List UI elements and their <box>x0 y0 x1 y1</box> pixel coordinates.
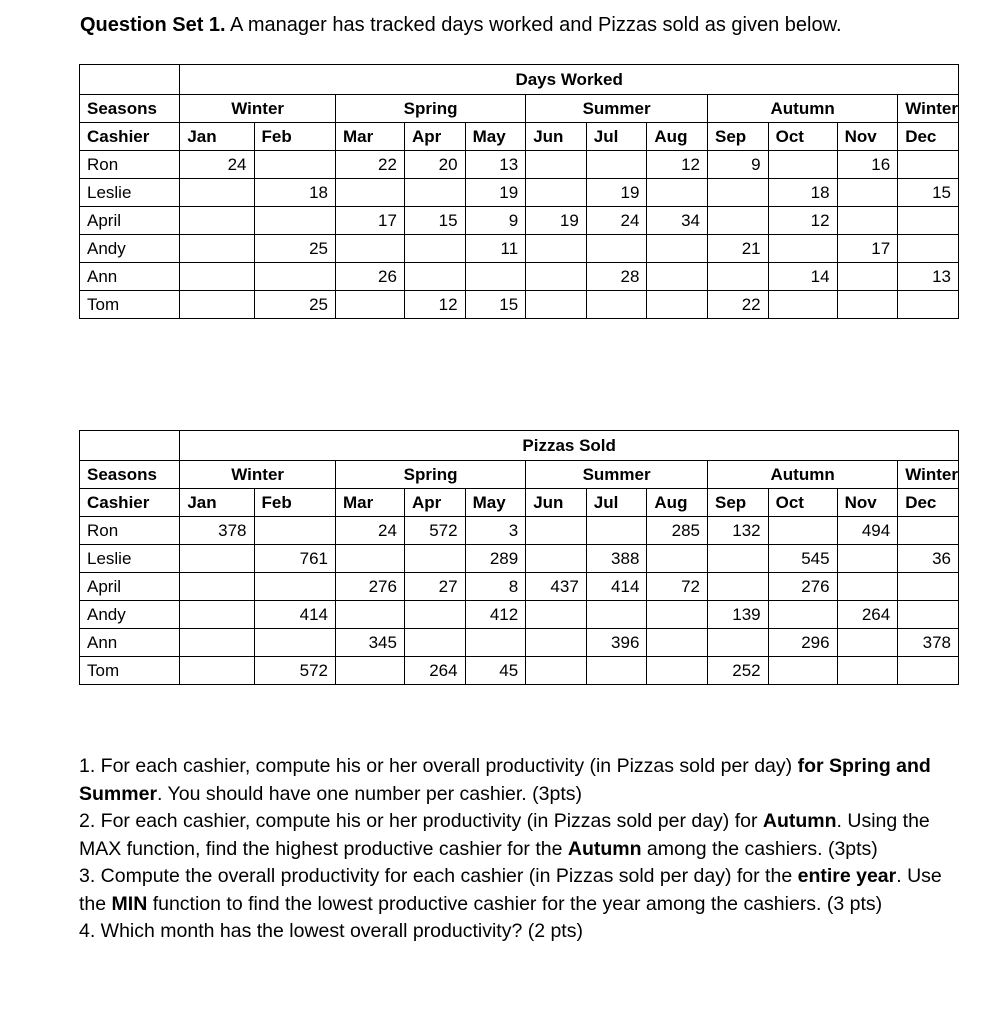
days-value-cell <box>336 291 405 319</box>
days-value-cell: 18 <box>254 179 336 207</box>
pizzas-value-cell <box>837 573 898 601</box>
days-value-cell <box>254 263 336 291</box>
pizzas-cashier-name: April <box>80 573 180 601</box>
pizzas-month-header: Feb <box>254 489 336 517</box>
table-row <box>80 573 959 601</box>
pizzas-value-cell <box>647 629 708 657</box>
question-text: 4. Which month has the lowest overall productivity? (2 pts) <box>79 920 583 942</box>
days-value-cell <box>526 291 587 319</box>
question-text: MIN <box>111 892 148 915</box>
pizzas-value-cell: 388 <box>586 545 647 573</box>
days-value-cell <box>180 263 254 291</box>
pizzas-value-cell <box>180 601 254 629</box>
question-text: 1. For each cashier, compute his or her overall productivity (in Pizzas sold per day) <box>79 755 798 777</box>
days-value-cell <box>837 263 898 291</box>
days-value-cell: 20 <box>404 151 465 179</box>
days-value-cell: 25 <box>254 235 336 263</box>
days-seasons-row <box>80 95 959 123</box>
days-table-title: Days Worked <box>180 65 959 95</box>
pizzas-value-cell <box>404 629 465 657</box>
days-month-header: Nov <box>837 123 898 151</box>
days-value-cell <box>404 235 465 263</box>
days-value-cell: 11 <box>465 235 526 263</box>
days-value-cell <box>768 151 837 179</box>
pizzas-value-cell: 761 <box>254 545 336 573</box>
days-value-cell <box>898 235 959 263</box>
pizzas-value-cell: 72 <box>647 573 708 601</box>
pizzas-value-cell <box>647 601 708 629</box>
table-row <box>80 179 959 207</box>
pizzas-value-cell: 27 <box>404 573 465 601</box>
days-value-cell <box>254 151 336 179</box>
days-value-cell <box>586 235 647 263</box>
days-value-cell <box>526 235 587 263</box>
pizzas-value-cell: 494 <box>837 517 898 545</box>
days-value-cell: 24 <box>586 207 647 235</box>
question-text: for Spring and Summer <box>79 755 931 805</box>
question-text: 3. Compute the overall productivity for each cashier (in Pizzas sold per day) for the <box>79 865 798 887</box>
pizzas-value-cell <box>526 601 587 629</box>
pizzas-value-cell <box>254 517 336 545</box>
days-cashier-name: Tom <box>80 291 180 319</box>
days-cashier-name: Ann <box>80 263 180 291</box>
pizzas-month-header: Sep <box>708 489 769 517</box>
days-value-cell: 28 <box>586 263 647 291</box>
days-value-cell: 18 <box>768 179 837 207</box>
pizzas-value-cell: 264 <box>404 657 465 685</box>
pizzas-value-cell: 276 <box>768 573 837 601</box>
days-cashier-name: April <box>80 207 180 235</box>
question-text: Autumn <box>567 837 642 860</box>
days-value-cell <box>898 291 959 319</box>
days-month-header: Sep <box>708 123 769 151</box>
pizzas-value-cell: 285 <box>647 517 708 545</box>
days-value-cell <box>647 179 708 207</box>
days-value-cell: 25 <box>254 291 336 319</box>
pizzas-season-header: Spring <box>336 461 526 489</box>
days-month-header: May <box>465 123 526 151</box>
pizzas-value-cell <box>180 545 254 573</box>
days-value-cell <box>647 235 708 263</box>
pizzas-value-cell <box>898 573 959 601</box>
pizzas-value-cell: 252 <box>708 657 769 685</box>
pizzas-cashier-name: Leslie <box>80 545 180 573</box>
days-season-header: Autumn <box>708 95 898 123</box>
pizzas-month-header: Oct <box>768 489 837 517</box>
days-value-cell <box>180 179 254 207</box>
pizzas-month-header: Jul <box>586 489 647 517</box>
days-value-cell: 24 <box>180 151 254 179</box>
pizzas-value-cell: 572 <box>254 657 336 685</box>
days-month-header: Aug <box>647 123 708 151</box>
days-value-cell: 15 <box>898 179 959 207</box>
pizzas-month-header: Nov <box>837 489 898 517</box>
pizzas-value-cell <box>898 657 959 685</box>
pizzas-months-row <box>80 489 959 517</box>
table-row <box>80 263 959 291</box>
days-value-cell: 12 <box>768 207 837 235</box>
days-month-header: Jun <box>526 123 587 151</box>
pizzas-value-cell <box>708 545 769 573</box>
days-value-cell <box>404 263 465 291</box>
pizzas-value-cell: 296 <box>768 629 837 657</box>
days-value-cell <box>837 291 898 319</box>
pizzas-value-cell <box>708 573 769 601</box>
days-value-cell: 13 <box>465 151 526 179</box>
pizzas-value-cell <box>526 545 587 573</box>
question-text: entire year <box>797 865 897 887</box>
pizzas-value-cell <box>526 629 587 657</box>
question-text: . You should have one number per cashier. (3pts) <box>157 782 582 805</box>
pizzas-value-cell: 414 <box>586 573 647 601</box>
pizzas-value-cell <box>404 545 465 573</box>
pizzas-table-title: Pizzas Sold <box>180 431 959 461</box>
pizzas-value-cell <box>336 545 405 573</box>
days-value-cell: 13 <box>898 263 959 291</box>
days-value-cell <box>708 263 769 291</box>
pizzas-value-cell <box>254 629 336 657</box>
pizzas-value-cell: 36 <box>898 545 959 573</box>
question-text: function to find the lowest productive cashier for the year among the cashiers. (3 pts) <box>147 892 883 915</box>
question-2 <box>79 808 959 863</box>
days-cashier-name: Leslie <box>80 179 180 207</box>
pizzas-seasons-label: Seasons <box>80 461 180 489</box>
question-set-label: Question Set 1. <box>80 14 226 36</box>
days-month-header: Oct <box>768 123 837 151</box>
days-value-cell: 19 <box>465 179 526 207</box>
days-worked-table <box>79 64 959 319</box>
table-row <box>80 517 959 545</box>
pizzas-value-cell: 24 <box>336 517 405 545</box>
days-value-cell <box>898 207 959 235</box>
pizzas-value-cell <box>180 657 254 685</box>
table-row <box>80 629 959 657</box>
pizzas-value-cell <box>898 517 959 545</box>
days-value-cell <box>180 235 254 263</box>
days-value-cell: 9 <box>465 207 526 235</box>
pizzas-month-header: Jan <box>180 489 254 517</box>
days-value-cell <box>526 179 587 207</box>
pizzas-value-cell: 45 <box>465 657 526 685</box>
pizzas-value-cell: 545 <box>768 545 837 573</box>
pizzas-value-cell: 276 <box>336 573 405 601</box>
pizzas-cashier-name: Tom <box>80 657 180 685</box>
pizzas-value-cell: 378 <box>898 629 959 657</box>
table-row <box>80 291 959 319</box>
days-value-cell <box>336 179 405 207</box>
pizzas-value-cell <box>708 629 769 657</box>
days-value-cell: 17 <box>336 207 405 235</box>
question-3 <box>79 863 959 918</box>
pizzas-title-row <box>80 431 959 461</box>
question-text: . Use the <box>79 865 942 915</box>
table-row <box>80 151 959 179</box>
pizzas-value-cell <box>837 657 898 685</box>
pizzas-value-cell: 414 <box>254 601 336 629</box>
question-4 <box>79 918 959 946</box>
table-row <box>80 545 959 573</box>
days-month-header: Mar <box>336 123 405 151</box>
pizzas-value-cell <box>768 657 837 685</box>
question-set-text: A manager has tracked days worked and Pizzas sold as given below. <box>225 14 842 36</box>
days-value-cell: 14 <box>768 263 837 291</box>
pizzas-value-cell <box>837 629 898 657</box>
days-value-cell <box>336 235 405 263</box>
pizzas-seasons-row <box>80 461 959 489</box>
pizzas-value-cell <box>837 545 898 573</box>
days-value-cell <box>647 291 708 319</box>
days-value-cell: 22 <box>708 291 769 319</box>
pizzas-value-cell <box>647 545 708 573</box>
pizzas-value-cell: 8 <box>465 573 526 601</box>
pizzas-value-cell: 437 <box>526 573 587 601</box>
question-1 <box>79 753 959 808</box>
pizzas-value-cell <box>647 657 708 685</box>
question-text: Autumn <box>762 810 837 832</box>
pizzas-value-cell <box>586 657 647 685</box>
pizzas-value-cell: 139 <box>708 601 769 629</box>
pizzas-value-cell <box>465 629 526 657</box>
days-value-cell <box>708 207 769 235</box>
pizzas-season-header: Winter <box>180 461 336 489</box>
days-value-cell: 12 <box>647 151 708 179</box>
table-row <box>80 601 959 629</box>
pizzas-value-cell: 412 <box>465 601 526 629</box>
pizzas-value-cell <box>586 601 647 629</box>
days-value-cell: 9 <box>708 151 769 179</box>
days-value-cell: 21 <box>708 235 769 263</box>
days-value-cell <box>526 151 587 179</box>
pizzas-value-cell <box>180 629 254 657</box>
days-value-cell <box>898 151 959 179</box>
days-value-cell: 15 <box>465 291 526 319</box>
days-value-cell: 16 <box>837 151 898 179</box>
days-value-cell: 19 <box>526 207 587 235</box>
pizzas-cashier-name: Andy <box>80 601 180 629</box>
days-cashier-name: Andy <box>80 235 180 263</box>
days-month-header: Feb <box>254 123 336 151</box>
question-set-heading <box>80 14 842 37</box>
pizzas-value-cell: 289 <box>465 545 526 573</box>
days-month-header: Jul <box>586 123 647 151</box>
pizzas-month-header: Apr <box>404 489 465 517</box>
days-cashier-label: Cashier <box>80 123 180 151</box>
pizzas-cashier-name: Ann <box>80 629 180 657</box>
pizzas-value-cell <box>336 601 405 629</box>
pizzas-value-cell <box>898 601 959 629</box>
days-value-cell <box>526 263 587 291</box>
pizzas-season-header: Autumn <box>708 461 898 489</box>
days-value-cell <box>254 207 336 235</box>
days-season-header: Spring <box>336 95 526 123</box>
days-value-cell: 19 <box>586 179 647 207</box>
days-value-cell <box>708 179 769 207</box>
days-corner-cell <box>80 65 180 95</box>
pizzas-sold-table <box>79 430 959 685</box>
days-value-cell: 34 <box>647 207 708 235</box>
days-value-cell <box>768 235 837 263</box>
days-value-cell: 15 <box>404 207 465 235</box>
days-value-cell <box>837 207 898 235</box>
days-season-header: Summer <box>526 95 708 123</box>
pizzas-season-header: Winter <box>898 461 959 489</box>
pizzas-value-cell: 264 <box>837 601 898 629</box>
days-value-cell <box>586 291 647 319</box>
pizzas-value-cell <box>254 573 336 601</box>
question-text: . Using the MAX function, find the highest productive cashier for the <box>79 810 930 860</box>
pizzas-month-header: Dec <box>898 489 959 517</box>
days-cashier-name: Ron <box>80 151 180 179</box>
question-text: among the cashiers. (3pts) <box>641 837 878 860</box>
days-seasons-label: Seasons <box>80 95 180 123</box>
days-value-cell <box>647 263 708 291</box>
pizzas-value-cell: 132 <box>708 517 769 545</box>
days-value-cell <box>465 263 526 291</box>
days-value-cell <box>180 207 254 235</box>
pizzas-season-header: Summer <box>526 461 708 489</box>
pizzas-value-cell <box>768 517 837 545</box>
table-row <box>80 235 959 263</box>
days-months-row <box>80 123 959 151</box>
pizzas-month-header: Jun <box>526 489 587 517</box>
pizzas-month-header: Mar <box>336 489 405 517</box>
question-text: 2. For each cashier, compute his or her productivity (in Pizzas sold per day) for <box>79 810 763 832</box>
days-value-cell <box>837 179 898 207</box>
days-value-cell <box>404 179 465 207</box>
pizzas-value-cell <box>526 517 587 545</box>
days-season-header: Winter <box>180 95 336 123</box>
pizzas-value-cell <box>768 601 837 629</box>
pizzas-value-cell <box>404 601 465 629</box>
pizzas-value-cell <box>586 517 647 545</box>
days-title-row <box>80 65 959 95</box>
pizzas-value-cell <box>336 657 405 685</box>
pizzas-cashier-name: Ron <box>80 517 180 545</box>
days-season-header: Winter <box>898 95 959 123</box>
days-value-cell: 17 <box>837 235 898 263</box>
days-month-header: Apr <box>404 123 465 151</box>
table-row <box>80 207 959 235</box>
pizzas-value-cell: 378 <box>180 517 254 545</box>
pizzas-cashier-label: Cashier <box>80 489 180 517</box>
days-month-header: Dec <box>898 123 959 151</box>
pizzas-value-cell <box>526 657 587 685</box>
pizzas-value-cell: 345 <box>336 629 405 657</box>
days-value-cell: 26 <box>336 263 405 291</box>
pizzas-value-cell: 396 <box>586 629 647 657</box>
days-value-cell <box>180 291 254 319</box>
pizzas-corner-cell <box>80 431 180 461</box>
pizzas-value-cell: 572 <box>404 517 465 545</box>
days-value-cell: 22 <box>336 151 405 179</box>
days-value-cell <box>768 291 837 319</box>
days-value-cell: 12 <box>404 291 465 319</box>
questions-list <box>79 753 959 946</box>
pizzas-month-header: Aug <box>647 489 708 517</box>
days-value-cell <box>586 151 647 179</box>
table-row <box>80 657 959 685</box>
pizzas-value-cell: 3 <box>465 517 526 545</box>
days-month-header: Jan <box>180 123 254 151</box>
pizzas-month-header: May <box>465 489 526 517</box>
pizzas-value-cell <box>180 573 254 601</box>
